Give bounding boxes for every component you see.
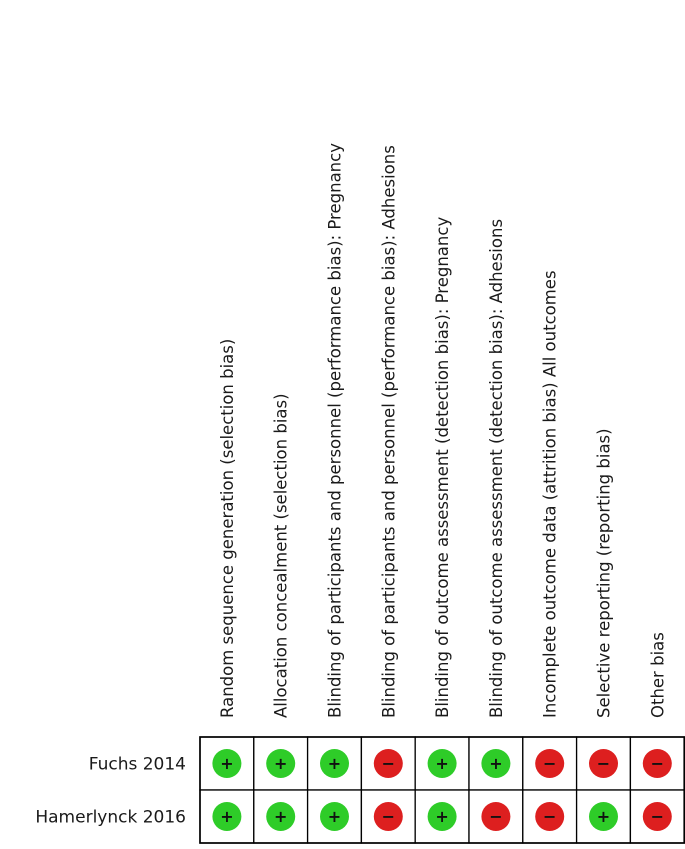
minus-symbol: − bbox=[542, 754, 557, 773]
domain-header: Allocation concealment (selection bias) bbox=[271, 393, 291, 718]
plus-symbol: + bbox=[327, 754, 342, 773]
study-labels bbox=[35, 755, 186, 828]
plus-symbol: + bbox=[220, 807, 234, 826]
judgement-grid bbox=[200, 737, 684, 843]
plus-symbol: + bbox=[273, 807, 288, 826]
minus-symbol: − bbox=[381, 807, 396, 826]
study-label: Fuchs 2014 bbox=[88, 754, 186, 775]
domain-header: Random sequence generation (selection bias) bbox=[217, 338, 237, 718]
plus-symbol: + bbox=[273, 754, 288, 773]
plus-symbol: + bbox=[435, 807, 449, 826]
domain-header: Incomplete outcome data (attrition bias) All outcomes bbox=[540, 270, 560, 718]
minus-symbol: − bbox=[542, 807, 557, 826]
plus-symbol: + bbox=[435, 754, 449, 773]
domain-header: Blinding of outcome assessment (detection bias): Adhesions bbox=[486, 218, 506, 718]
minus-symbol: − bbox=[650, 754, 665, 773]
domain-header: Blinding of participants and personnel (performance bias): Adhesions bbox=[379, 145, 399, 718]
domain-header: Blinding of outcome assessment (detection bias): Pregnancy bbox=[433, 216, 453, 718]
minus-symbol: − bbox=[489, 807, 503, 826]
minus-symbol: − bbox=[650, 807, 665, 826]
minus-symbol: − bbox=[596, 754, 611, 773]
plus-symbol: + bbox=[327, 807, 342, 826]
minus-symbol: − bbox=[381, 754, 396, 773]
plus-symbol: + bbox=[220, 754, 234, 773]
domain-header: Blinding of participants and personnel (performance bias): Pregnancy bbox=[325, 143, 345, 718]
study-label: Hamerlynck 2016 bbox=[35, 807, 186, 828]
domain-headers bbox=[218, 143, 667, 718]
domain-header: Other bias bbox=[648, 632, 668, 718]
plus-symbol: + bbox=[489, 754, 503, 773]
domain-header: Selective reporting (reporting bias) bbox=[594, 428, 614, 718]
plus-symbol: + bbox=[596, 807, 611, 826]
